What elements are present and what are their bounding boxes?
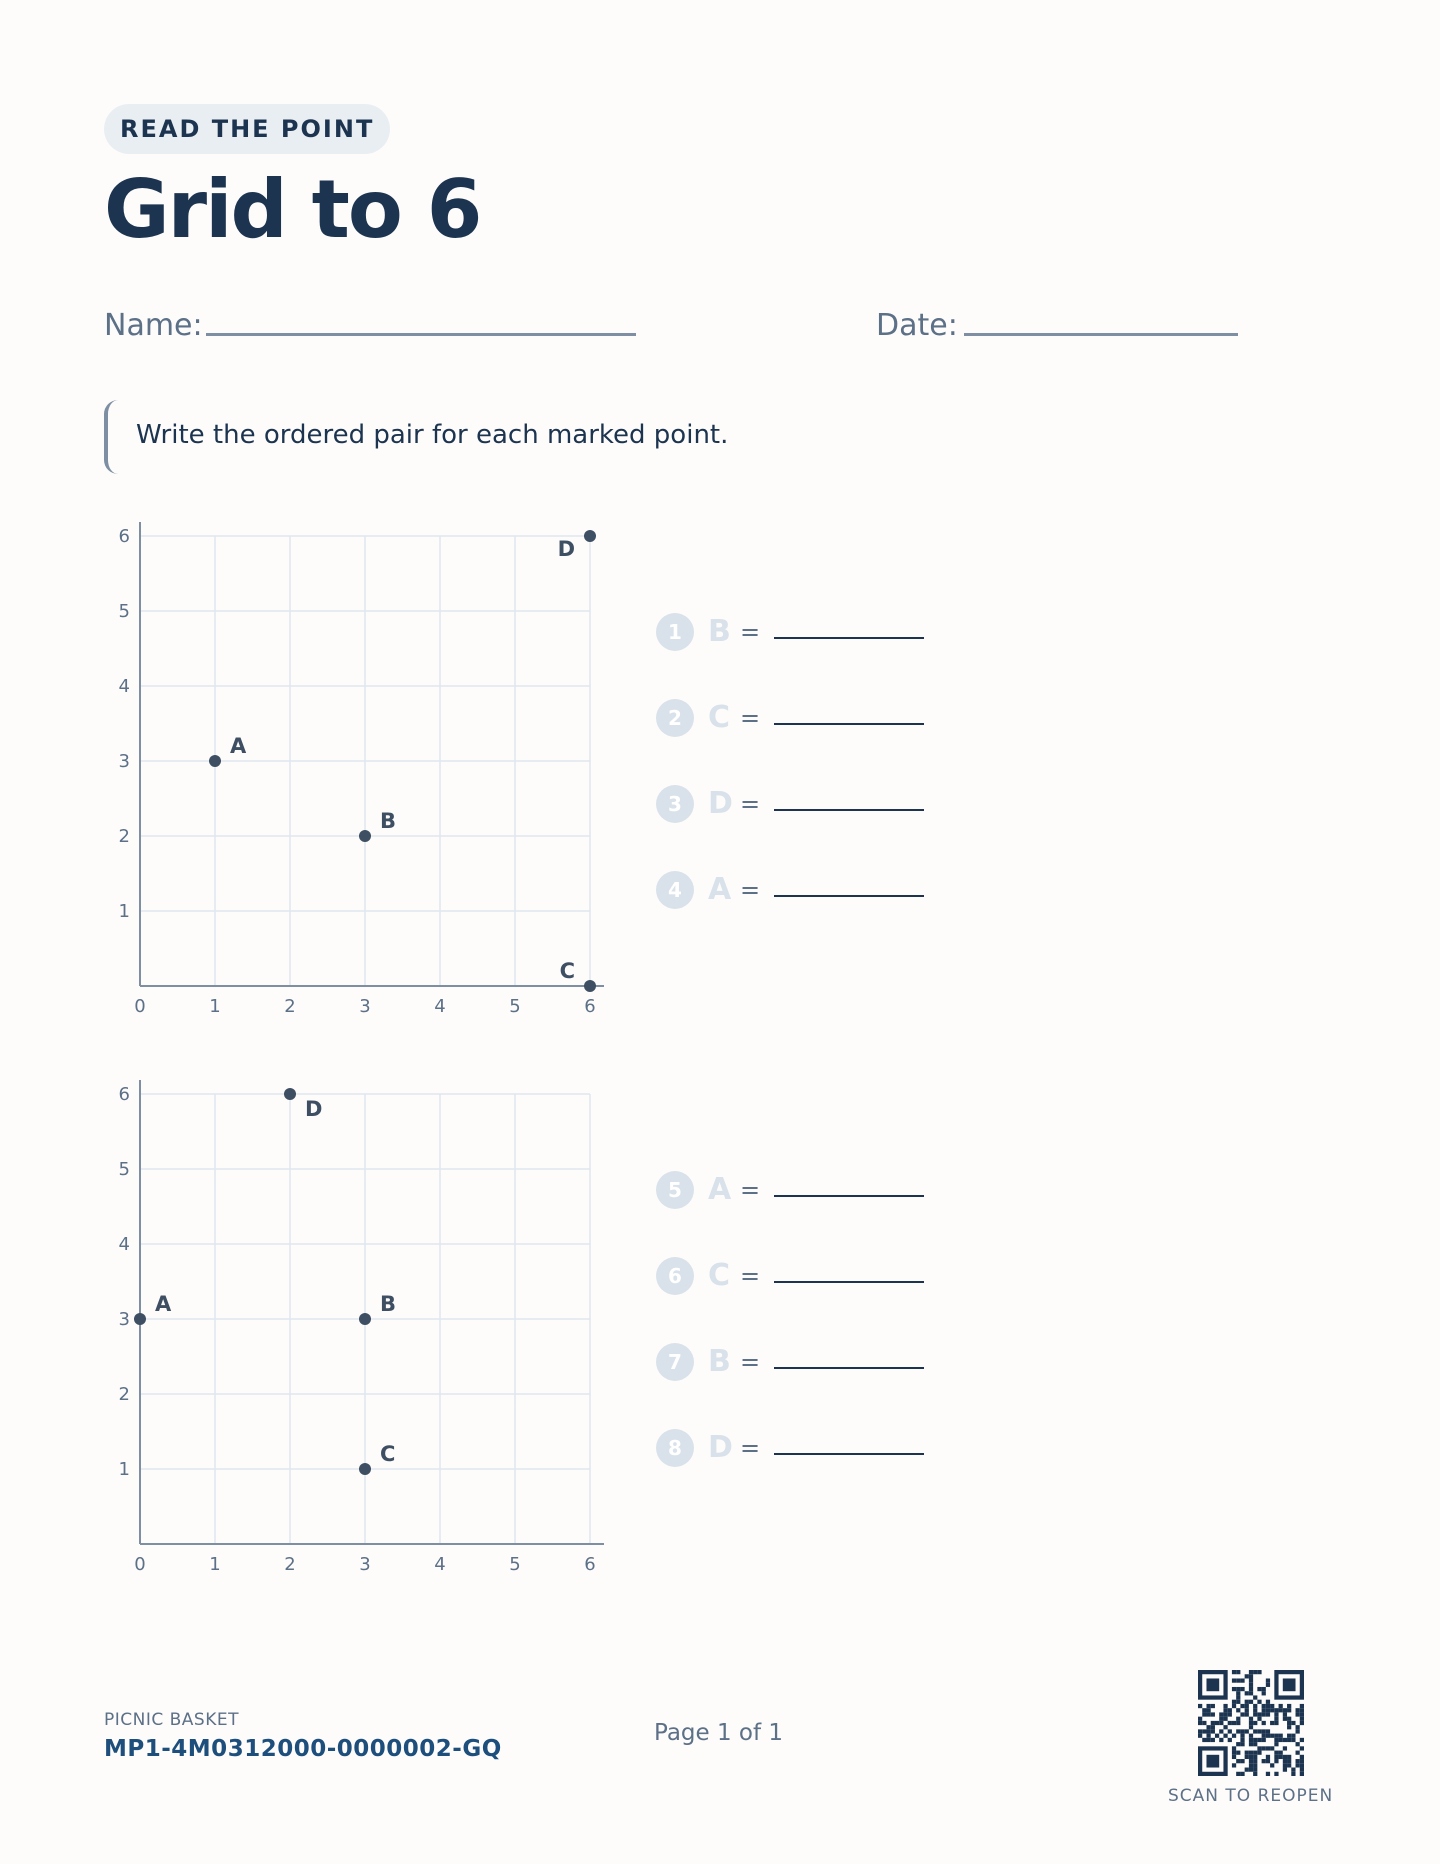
date-field[interactable] bbox=[964, 333, 1238, 336]
qr-caption: SCAN TO REOPEN bbox=[1168, 1786, 1334, 1806]
y-tick-label: 1 bbox=[118, 901, 130, 922]
instructions-text: Write the ordered pair for each marked point. bbox=[136, 420, 729, 450]
coordinate-grid-1 bbox=[100, 510, 620, 1030]
x-tick-label: 0 bbox=[134, 996, 146, 1017]
x-tick-label: 1 bbox=[209, 996, 221, 1017]
point-label: B bbox=[380, 809, 397, 833]
coordinate-grid-2 bbox=[100, 1068, 620, 1588]
question-number: 2 bbox=[656, 699, 694, 737]
equals-sign: = bbox=[740, 790, 761, 818]
y-tick-label: 4 bbox=[118, 1234, 130, 1255]
y-tick-label: 5 bbox=[118, 1159, 130, 1180]
answer-field[interactable] bbox=[774, 637, 924, 639]
point-name: B bbox=[708, 614, 731, 649]
y-tick-label: 3 bbox=[118, 751, 130, 772]
x-tick-label: 4 bbox=[434, 1554, 446, 1575]
footer-brand: PICNIC BASKET bbox=[104, 1710, 239, 1730]
answer-field[interactable] bbox=[774, 809, 924, 811]
y-tick-label: 1 bbox=[118, 1459, 130, 1480]
point-name: C bbox=[708, 700, 731, 735]
point-label: C bbox=[380, 1442, 396, 1466]
qr-code-icon[interactable] bbox=[1198, 1670, 1304, 1776]
data-point bbox=[209, 755, 221, 767]
data-point bbox=[359, 1313, 371, 1325]
name-label: Name: bbox=[104, 308, 203, 343]
x-tick-label: 5 bbox=[509, 996, 521, 1017]
y-tick-label: 4 bbox=[118, 676, 130, 697]
x-tick-label: 2 bbox=[284, 1554, 296, 1575]
answer-field[interactable] bbox=[774, 723, 924, 725]
data-point bbox=[359, 1463, 371, 1475]
point-label: D bbox=[557, 537, 575, 561]
x-tick-label: 3 bbox=[359, 996, 371, 1017]
answer-field[interactable] bbox=[774, 1281, 924, 1283]
y-tick-label: 6 bbox=[118, 526, 130, 547]
y-tick-label: 2 bbox=[118, 1384, 130, 1405]
point-label: B bbox=[380, 1292, 397, 1316]
point-name: A bbox=[708, 1172, 732, 1207]
point-label: A bbox=[230, 734, 247, 758]
data-point bbox=[284, 1088, 296, 1100]
worksheet-badge: READ THE POINT bbox=[104, 104, 390, 154]
answer-field[interactable] bbox=[774, 1453, 924, 1455]
x-tick-label: 0 bbox=[134, 1554, 146, 1575]
y-tick-label: 6 bbox=[118, 1084, 130, 1105]
point-name: B bbox=[708, 1344, 731, 1379]
question-number: 4 bbox=[656, 871, 694, 909]
point-name: D bbox=[708, 786, 733, 821]
answer-field[interactable] bbox=[774, 895, 924, 897]
question-number: 7 bbox=[656, 1343, 694, 1381]
worksheet-code: MP1-4M0312000-0000002-GQ bbox=[104, 1736, 502, 1762]
equals-sign: = bbox=[740, 876, 761, 904]
equals-sign: = bbox=[740, 1262, 761, 1290]
point-name: D bbox=[708, 1430, 733, 1465]
question-number: 8 bbox=[656, 1429, 694, 1467]
question-number: 5 bbox=[656, 1171, 694, 1209]
point-name: C bbox=[708, 1258, 731, 1293]
point-name: A bbox=[708, 872, 732, 907]
instruction-bracket bbox=[104, 400, 120, 474]
name-field[interactable] bbox=[206, 333, 636, 336]
y-tick-label: 3 bbox=[118, 1309, 130, 1330]
x-tick-label: 6 bbox=[584, 996, 596, 1017]
data-point bbox=[584, 980, 596, 992]
point-label: D bbox=[305, 1097, 323, 1121]
question-number: 6 bbox=[656, 1257, 694, 1295]
data-point bbox=[359, 830, 371, 842]
question-number: 1 bbox=[656, 613, 694, 651]
equals-sign: = bbox=[740, 618, 761, 646]
equals-sign: = bbox=[740, 1348, 761, 1376]
equals-sign: = bbox=[740, 1434, 761, 1462]
equals-sign: = bbox=[740, 1176, 761, 1204]
x-tick-label: 6 bbox=[584, 1554, 596, 1575]
y-tick-label: 2 bbox=[118, 826, 130, 847]
equals-sign: = bbox=[740, 704, 761, 732]
answer-field[interactable] bbox=[774, 1367, 924, 1369]
x-tick-label: 3 bbox=[359, 1554, 371, 1575]
page-number: Page 1 of 1 bbox=[654, 1720, 784, 1746]
x-tick-label: 1 bbox=[209, 1554, 221, 1575]
date-label: Date: bbox=[876, 308, 958, 343]
x-tick-label: 5 bbox=[509, 1554, 521, 1575]
y-tick-label: 5 bbox=[118, 601, 130, 622]
point-label: C bbox=[559, 959, 575, 983]
x-tick-label: 4 bbox=[434, 996, 446, 1017]
data-point bbox=[134, 1313, 146, 1325]
page-title: Grid to 6 bbox=[104, 163, 481, 256]
x-tick-label: 2 bbox=[284, 996, 296, 1017]
question-number: 3 bbox=[656, 785, 694, 823]
answer-field[interactable] bbox=[774, 1195, 924, 1197]
point-label: A bbox=[155, 1292, 172, 1316]
data-point bbox=[584, 530, 596, 542]
